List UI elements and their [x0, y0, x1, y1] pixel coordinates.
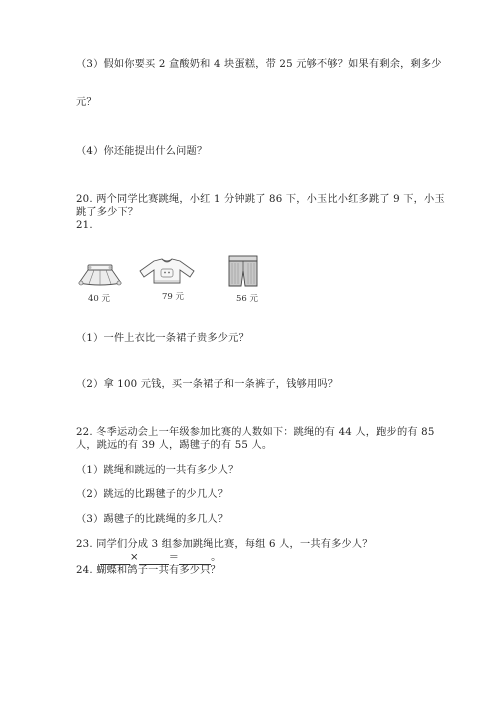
q22-part3: （3）踢毽子的比跳绳的多几人？: [76, 514, 229, 525]
q22-part1: （1）跳绳和跳远的一共有多少人？: [76, 465, 239, 476]
q22-line2: 人，跳远的有 39 人，踢毽子的有 55 人。: [76, 440, 273, 451]
q20-line2: 跳了多少下？: [76, 207, 139, 218]
pants-price: 56 元: [236, 294, 259, 304]
skirt-price: 40 元: [88, 294, 111, 304]
q22-line1: 22. 冬季运动会上一年级参加比赛的人数如下：跳绳的有 44 人，跑步的有 85: [76, 427, 435, 438]
q19-part4: （4）你还能提出什么问题？: [76, 146, 208, 157]
q21-part2: （2）拿 100 元钱，买一条裙子和一条裤子，钱够用吗？: [76, 379, 339, 390]
sweater-price: 79 元: [162, 292, 185, 302]
pants-icon: [226, 254, 260, 290]
skirt-icon: [74, 262, 126, 288]
q19-part3-line2: 元？: [76, 97, 97, 108]
q21-number: 21.: [76, 220, 93, 231]
q24-line1: 24. 蝴蝶和鸽子一共有多少只？: [76, 565, 221, 576]
period-mark: 。: [211, 552, 222, 563]
times-sign: ×: [130, 552, 139, 563]
q19-part3-line1: （3）假如你要买 2 盒酸奶和 4 块蛋糕，带 25 元够不够？如果有剩余，剩多少: [76, 59, 442, 70]
q22-part2: （2）跳远的比踢毽子的少几人？: [76, 489, 229, 500]
q20-line1: 20. 两个同学比赛跳绳，小红 1 分钟跳了 86 下，小玉比小红多跳了 9 下，小玉: [76, 194, 445, 205]
q23-line1: 23. 同学们分成 3 组参加跳绳比赛，每组 6 人，一共有多少人？: [76, 539, 373, 550]
q21-part1: （1）一件上衣比一条裙子贵多少元？: [76, 333, 249, 344]
sweater-icon: [136, 256, 198, 286]
equals-sign: ＝: [168, 552, 180, 563]
q23-equation: [100, 551, 222, 565]
